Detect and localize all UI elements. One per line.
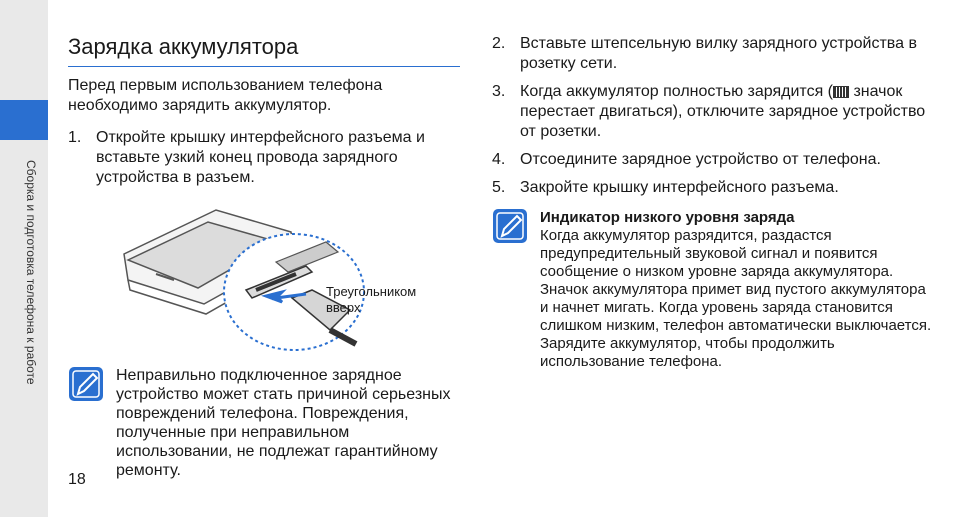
- step-text: Закройте крышку интерфейсного разъема.: [520, 179, 839, 196]
- step-text: Откройте крышку интерфейсного разъема и вставьте узкий конец провода зарядного устройства в разъем.: [96, 129, 425, 186]
- warning-note: [68, 366, 460, 480]
- low-battery-note: [492, 208, 932, 371]
- caption-line-1: Треугольником: [326, 284, 417, 299]
- page-title: Зарядка аккумулятора: [68, 34, 460, 67]
- note-pencil-icon: [68, 366, 104, 402]
- section-label: Сборка и подготовка телефона к работе: [24, 160, 38, 385]
- figure-caption: [326, 284, 416, 316]
- caption-line-2: вверх: [326, 300, 361, 315]
- step-text-after: значок перестает двигаться), отключите зарядное устройство от розетки.: [520, 83, 926, 140]
- step-number: 4.: [492, 151, 506, 168]
- step-number: 3.: [492, 83, 506, 100]
- note-pencil-icon: [492, 208, 528, 244]
- steps-left: [68, 128, 460, 188]
- step-5: [492, 178, 932, 198]
- step-number: 1.: [68, 129, 82, 146]
- step-3: [492, 82, 932, 142]
- step-text: Отсоедините зарядное устройство от телефона.: [520, 151, 881, 168]
- warning-text: Неправильно подключенное зарядное устройство может стать причиной серьезных повреждений телефона. Повреждения, полученные при неправильном использовании, не подлежат гарантийному ремонту.: [116, 367, 451, 479]
- right-column: [492, 34, 932, 371]
- step-2: [492, 34, 932, 74]
- intro-text: Перед первым использованием телефона необходимо зарядить аккумулятор.: [68, 77, 383, 114]
- step-number: 2.: [492, 35, 506, 52]
- left-column: [68, 34, 460, 480]
- step-text-before: Когда аккумулятор полностью зарядится (: [520, 83, 833, 100]
- step-1: [68, 128, 460, 188]
- manual-page: [48, 0, 954, 517]
- section-tab: [0, 100, 48, 140]
- step-text: Вставьте штепсельную вилку зарядного устройства в розетку сети.: [520, 35, 917, 72]
- steps-right: [492, 34, 932, 198]
- step-4: [492, 150, 932, 170]
- step-number: 5.: [492, 179, 506, 196]
- low-battery-title: Индикатор низкого уровня заряда: [540, 209, 795, 226]
- charger-illustration: [68, 202, 460, 354]
- page-number: 18: [68, 471, 86, 488]
- low-battery-text: Когда аккумулятор разрядится, раздастся предупредительный звуковой сигнал и появится сообщение о низком уровне заряда аккумулятора. Значок аккумулятора примет вид пустого аккумулятора и начнет мигать. Когда уровень заряда становится слишком низким, телефон автоматически выключается. Зарядите аккумулятор, чтобы продолжить использование телефона.: [540, 227, 932, 370]
- phone-charger-drawing: [116, 202, 366, 354]
- battery-icon: [833, 86, 849, 98]
